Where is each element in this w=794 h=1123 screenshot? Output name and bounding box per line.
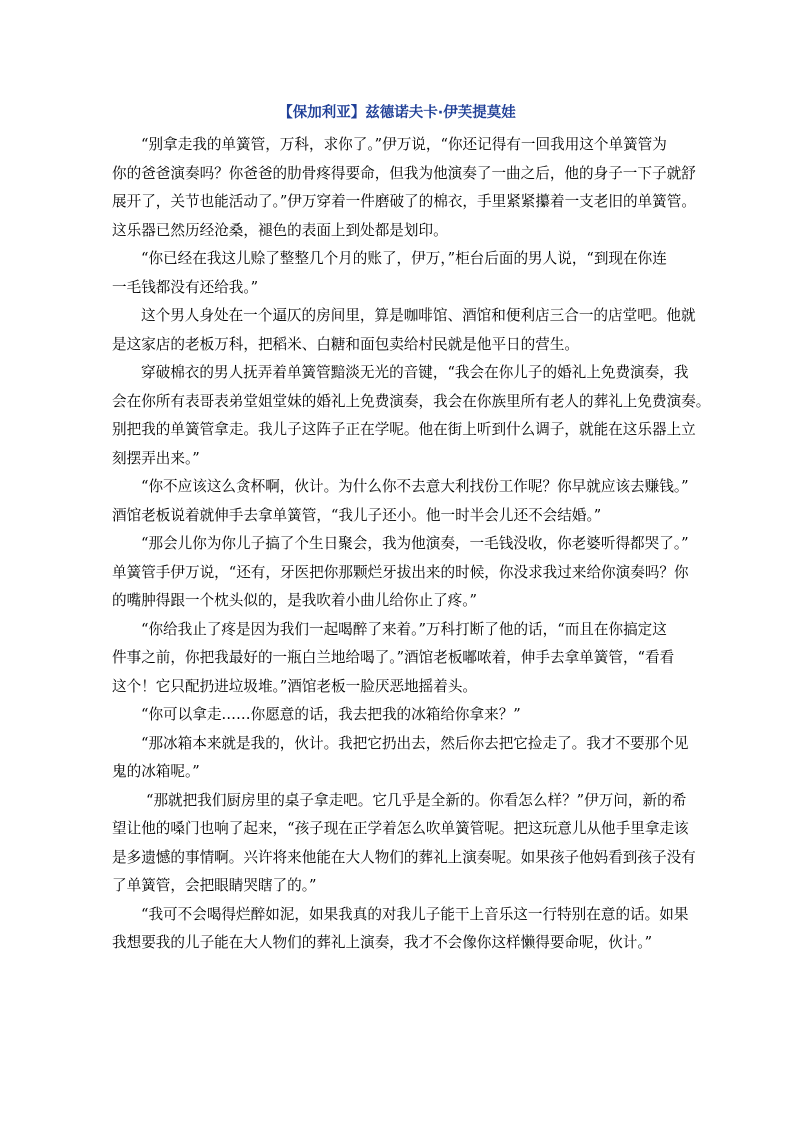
paragraph	[112, 530, 692, 616]
paragraph-line: 的嘴肿得跟一个枕头似的，是我吹着小曲儿给你止了疼。”	[112, 592, 478, 609]
paragraph-line: “那冰箱本来就是我的，伙计。我把它扔出去，然后你去把它捡走了。我才不要那个见	[141, 734, 689, 752]
paragraph-line: 件事之前，你把我最好的一瓶白兰地给喝了。”酒馆老板嘟哝着，伸手去拿单簧管，“看看	[112, 649, 675, 666]
paragraph-line: 鬼的冰箱呢。”	[112, 763, 200, 780]
story-title: 【保加利亚】兹德诺夫卡·伊芙提莫娃	[278, 105, 516, 121]
paragraph-line: 一毛钱都没有还给我。”	[112, 278, 259, 296]
paragraph-line: 这个男人身处在一个逼仄的房间里，算是咖啡馆、酒馆和便利店三合一的店堂吧。他就	[141, 307, 696, 324]
paragraph-line: 这个！它只配扔进垃圾堆。”酒馆老板一脸厌恶地摇着头。	[112, 677, 478, 695]
paragraph-line: “你给我止了疼是因为我们一起喝醉了来着。”万科打断了他的话，“而且在你搞定这	[141, 620, 667, 638]
paragraph	[112, 730, 692, 787]
paragraph	[112, 901, 692, 958]
paragraph	[112, 245, 692, 302]
paragraph	[112, 302, 696, 359]
paragraph-line: 我想要我的儿子能在大人物们的葬礼上演奏，我才不会像你这样懒得要命呢，伙计。”	[112, 934, 653, 951]
paragraph-line: “别拿走我的单簧管，万科，求你了。”伊万说，“你还记得有一回我用这个单簧管为	[141, 136, 667, 153]
paragraph-line: 穿破棉衣的男人抚弄着单簧管黯淡无光的音键，“我会在你儿子的婚礼上免费演奏，我	[141, 364, 689, 381]
paragraph-line: 单簧管手伊万说，“还有，牙医把你那颗烂牙拔出来的时候，你没求我过来给你演奏吗？你	[112, 563, 689, 581]
paragraph-line: “你已经在我这儿赊了整整几个月的账了，伊万，”柜台后面的男人说，“到现在你连	[141, 250, 667, 267]
paragraph-line: 酒馆老板说着就伸手去拿单簧管，“我儿子还小。他一时半会儿还不会结婚。”	[112, 506, 602, 524]
paragraph	[112, 131, 696, 245]
paragraph-line: 别把我的单簧管拿走。我儿子这阵子正在学呢。他在街上听到什么调子，就能在这乐器上立	[112, 421, 696, 438]
paragraph-line: 这乐器已然历经沧桑，褪色的表面上到处都是划印。	[112, 221, 448, 239]
paragraph	[112, 473, 692, 530]
paragraph-line: 刻摆弄出来。”	[112, 449, 200, 467]
paragraph	[112, 787, 696, 901]
paragraph-line: “那会儿你为你儿子搞了个生日聚会，我为他演奏，一毛钱没收，你老婆听得都哭了。”	[141, 535, 689, 552]
paragraph-line: “那就把我们厨房里的桌子拿走吧。它几乎是全新的。你看怎么样？”伊万问，新的希	[146, 791, 687, 809]
paragraph-line: 展开了，关节也能活动了。”伊万穿着一件磨破了的棉衣，手里紧紧攥着一支老旧的单簧管。	[112, 193, 696, 210]
paragraph-line: 会在你所有表哥表弟堂姐堂妹的婚礼上免费演奏，我会在你族里所有老人的葬礼上免费演奏。	[112, 392, 711, 410]
paragraph-line: 是多遗憾的事情啊。兴许将来他能在大人物们的葬礼上演奏呢。如果孩子他妈看到孩子没有	[112, 848, 696, 866]
paragraph-line: “你不应该这么贪杯啊，伙计。为什么你不去意大利找份工作呢？你早就应该去赚钱。”	[141, 478, 689, 495]
paragraph-line: 你的爸爸演奏吗？你爸爸的肋骨疼得要命，但我为他演奏了一曲之后，他的身子一下子就舒	[112, 164, 696, 182]
paragraph	[112, 359, 711, 473]
paragraph	[112, 616, 692, 702]
paragraph-line: “我可不会喝得烂醉如泥，如果我真的对我儿子能干上音乐这一行特别在意的话。如果	[141, 905, 689, 923]
paragraph-line: 了单簧管，会把眼睛哭瞎了的。”	[112, 877, 317, 894]
paragraph-line: “你可以拿走……你愿意的话，我去把我的冰箱给你拿来？”	[141, 706, 521, 723]
story-body	[112, 131, 711, 958]
paragraph-line: 望让他的嗓门也响了起来，“孩子现在正学着怎么吹单簧管呢。把这玩意儿从他手里拿走该	[112, 820, 689, 837]
paragraph	[112, 701, 692, 730]
paragraph-line: 是这家店的老板万科，把稻米、白糖和面包卖给村民就是他平日的营生。	[112, 335, 580, 353]
